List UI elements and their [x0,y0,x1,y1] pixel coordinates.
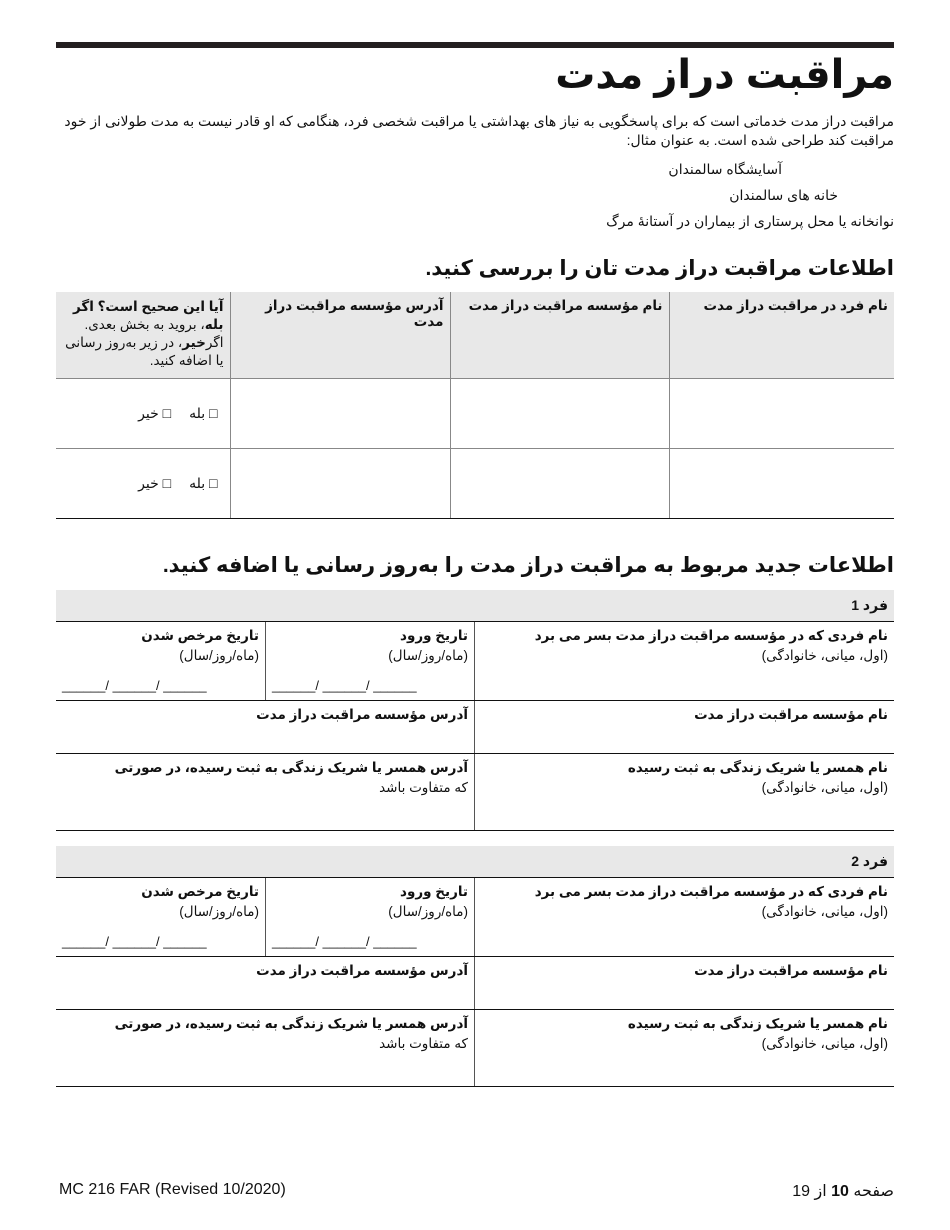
entry-date-blank: ______/ ______/ ______ [272,934,417,949]
person-in-care-field[interactable]: نام فردی که در مؤسسه مراقبت دراز مدت بسر می برد (اول، میانی، خانوادگی) [534,884,888,919]
discharge-date-blank: ______/ ______/ ______ [62,934,207,949]
review-header-row [56,292,894,378]
page-title: مراقبت دراز مدت [555,53,894,97]
spouse-address-field[interactable]: آدرس همسر یا شریک زندگی به ثبت رسیده، در صورتی که متفاوت باشد [114,760,468,795]
entry-date-blank: ______/ ______/ ______ [272,678,417,693]
review-heading: اطلاعات مراقبت دراز مدت تان را بررسی کنید. [425,257,894,280]
spouse-name-field[interactable]: نام همسر یا شریک زندگی به ثبت رسیده (اول، میانی، خانوادگی) [627,1016,888,1051]
person-in-care-field[interactable]: نام فردی که در مؤسسه مراقبت دراز مدت بسر می برد (اول، میانی، خانوادگی) [534,628,888,663]
form-page [56,0,894,1230]
page-number: صفحه 10 از 19 [792,1183,894,1200]
form-id: MC 216 FAR (Revised 10/2020) [59,1181,286,1198]
intro-example: نوانخانه یا محل پرستاری از بیماران در آستانهٔ مرگ [606,213,894,229]
intro-example: آسایشگاه سالمندان [668,161,782,177]
yes-checkbox[interactable]: □ بله [189,474,218,491]
discharge-date-blank: ______/ ______/ ______ [62,678,207,693]
spouse-address-field[interactable]: آدرس همسر یا شریک زندگی به ثبت رسیده، در صورتی که متفاوت باشد [114,1016,468,1051]
entry-date-field[interactable]: تاریخ ورود (ماه/روز/سال) ______/ ______/ ______ [266,622,474,700]
person-name-cell [669,448,894,518]
facility-address-field[interactable]: آدرس مؤسسه مراقبت دراز مدت [256,707,468,722]
person-2-block [56,846,894,1087]
spouse-name-field[interactable]: نام همسر یا شریک زندگی به ثبت رسیده (اول، میانی، خانوادگی) [627,760,888,795]
update-heading: اطلاعات جدید مربوط به مراقبت دراز مدت را به‌روز رسانی یا اضافه کنید. [162,554,894,577]
yes-checkbox[interactable]: □ بله [189,404,218,421]
entry-date-field[interactable]: تاریخ ورود (ماه/روز/سال) ______/ ______/ ______ [266,878,474,956]
top-rule [56,42,894,48]
facility-name-cell [450,378,669,448]
row-names-dates [56,622,894,701]
col-facility-name: نام مؤسسه مراقبت دراز مدت [450,292,669,378]
intro-paragraph: مراقبت دراز مدت خدماتی است که برای پاسخگویی به نیاز های بهداشتی یا مراقبت شخصی فرد، هنگامی که او قادر نیست به مدت طولانی از خود مراقبت کند طراحی شده است. به عنوان مثال: [64,113,894,148]
person-name-cell [669,378,894,448]
table-row [56,378,894,448]
facility-address-cell [230,448,450,518]
facility-address-field[interactable]: آدرس مؤسسه مراقبت دراز مدت [256,963,468,978]
person-1-block [56,590,894,831]
yes-no-cell [56,378,230,448]
row-spouse [56,1010,894,1087]
col-facility-address: آدرس مؤسسه مراقبت دراز مدت [230,292,450,378]
row-facility [56,701,894,754]
row-facility [56,957,894,1010]
no-checkbox[interactable]: □ خیر [138,474,172,491]
col-is-correct: آیا این صحیح است؟ اگر بله، بروید به بخش بعدی. اگرخیر، در زیر به‌روز رسانی یا اضافه کنید. [56,292,230,378]
row-names-dates [56,878,894,957]
row-spouse [56,754,894,831]
discharge-date-field[interactable]: تاریخ مرخص شدن (ماه/روز/سال) ______/ ______/ ______ [56,622,265,700]
facility-name-cell [450,448,669,518]
col-person-name: نام فرد در مراقبت دراز مدت [669,292,894,378]
table-row [56,448,894,518]
discharge-date-field[interactable]: تاریخ مرخص شدن (ماه/روز/سال) ______/ ______/ ______ [56,878,265,956]
facility-address-cell [230,378,450,448]
no-checkbox[interactable]: □ خیر [138,404,172,421]
yes-no-cell [56,448,230,518]
person-label: فرد 2 [56,846,894,878]
review-table [56,292,894,519]
person-label: فرد 1 [56,590,894,622]
facility-name-field[interactable]: نام مؤسسه مراقبت دراز مدت [694,963,888,978]
facility-name-field[interactable]: نام مؤسسه مراقبت دراز مدت [694,707,888,722]
intro-example: خانه های سالمندان [729,187,838,203]
